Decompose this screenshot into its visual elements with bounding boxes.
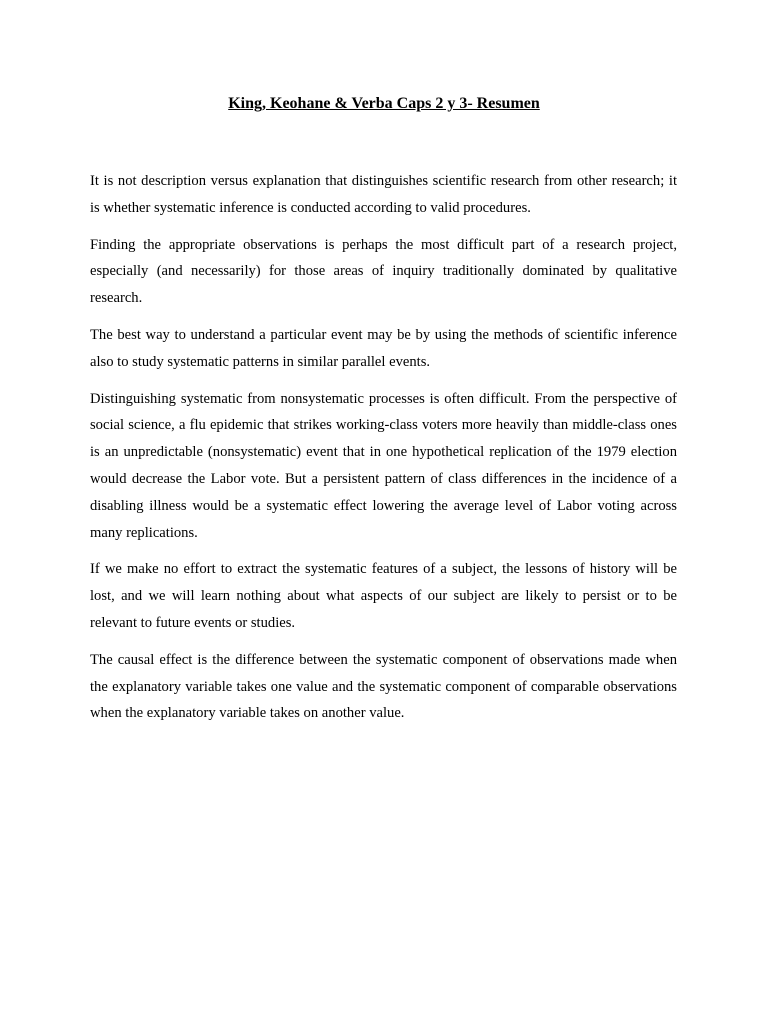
body-paragraph: The best way to understand a particular event may be by using the methods of scientific inference also to study systematic patterns in similar parallel events. bbox=[90, 326, 677, 370]
body-paragraph: Finding the appropriate observations is perhaps the most difficult part of a research project, especially (and necessarily) for those areas of inquiry traditionally dominated by qualitative research. bbox=[90, 236, 677, 307]
body-paragraph: If we make no effort to extract the systematic features of a subject, the lessons of history will be lost, and we will learn nothing about what aspects of our subject are likely to persist or to be relevant to future events or studies. bbox=[90, 561, 677, 631]
body-paragraph: Distinguishing systematic from nonsystematic processes is often difficult. From the perspective of social science, a flu epidemic that strikes working-class voters more heavily than middle-class ones is an unpredictable (nonsystematic) event that in one hypothetical replication of the 1979 election would decrease the Labor vote. But a persistent pattern of class differences in the incidence of a disabling illness would be a systematic effect lowering the average level of Labor voting across many replications. bbox=[90, 390, 677, 541]
document-body bbox=[90, 168, 677, 737]
document-title: King, Keohane & Verba Caps 2 y 3- Resumen bbox=[228, 95, 540, 112]
body-paragraph: It is not description versus explanation that distinguishes scientific research from other research; it is whether systematic inference is conducted according to valid procedures. bbox=[90, 173, 677, 216]
body-paragraph: The causal effect is the difference between the systematic component of observations made when the explanatory variable takes one value and the systematic component of comparable observations when the explanatory variable takes on another value. bbox=[90, 651, 677, 722]
